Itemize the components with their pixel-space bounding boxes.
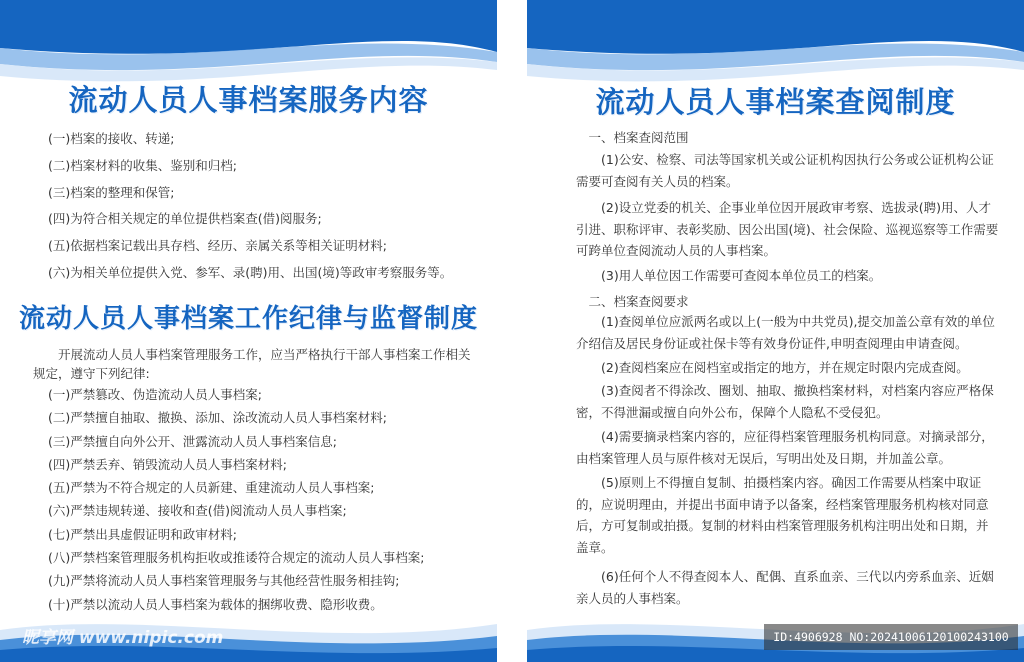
list-item: (九)严禁将流动人员人事档案管理服务与其他经营性服务相挂钩; — [48, 573, 400, 589]
list-item: (十)严禁以流动人员人事档案为载体的捆绑收费、隐形收费。 — [48, 596, 383, 612]
list-item: (六)严禁违规转递、接收和查(借)阅流动人员人事档案; — [48, 503, 347, 519]
list-item: (一)档案的接收、转递; — [48, 131, 175, 146]
panel-gap — [497, 0, 527, 662]
right-title-consult-system: 流动人员人事档案查阅制度 — [595, 85, 956, 119]
list-item: (四)为符合相关规定的单位提供档案查(借)阅服务; — [48, 211, 322, 227]
paragraph: (1)公安、检察、司法等国家机关或公证机构因执行公务或公证机构公证需要可查阅有关人员的档案。 — [576, 152, 994, 189]
paragraph: (6)任何个人不得查阅本人、配偶、直系血亲、三代以内旁系血亲、近姻亲人员的人事档案。 — [576, 569, 994, 606]
list-item: (八)严禁档案管理服务机构拒收或推诿符合规定的流动人员人事档案; — [48, 550, 425, 566]
discipline-intro: 开展流动人员人事档案管理服务工作，应当严格执行干部人事档案工作相关规定，遵守下列纪律: — [33, 347, 471, 381]
section-heading: 二、档案查阅要求 — [588, 294, 689, 309]
site-watermark: 昵享网 www.nipic.com — [22, 628, 224, 648]
paragraph: (5)原则上不得擅自复制、拍摄档案内容。确因工作需要从档案中取证的，应说明理由，并提出书面申请予以备案，经档案管理服务机构核对同意后，方可复制或拍摄。复制的材料由档案管理服务机构注明出处和日期，并盖章。 — [576, 475, 989, 555]
list-item: (四)严禁丢弃、销毁流动人员人事档案材料; — [48, 456, 287, 472]
paragraph: (4)需要摘录档案内容的，应征得档案管理服务机构同意。对摘录部分，由档案管理人员与原件核对无误后，写明出处及日期，并加盖公章。 — [576, 429, 994, 466]
service-content-list — [48, 126, 452, 287]
paragraph: (3)查阅者不得涂改、圈划、抽取、撤换档案材料，对档案内容应严格保密，不得泄漏或擅自向外公布，保障个人隐私不受侵犯。 — [576, 383, 994, 420]
paragraph: (2)设立党委的机关、企事业单位因开展政审考察、选拔录(聘)用、人才引进、职称评审、表彰奖励、因公出国(境)、社会保险、巡视巡察等工作需要可跨单位查阅流动人员的人事档案。 — [576, 200, 999, 258]
list-item: (二)档案材料的收集、鉴别和归档; — [48, 157, 237, 173]
top-wave-decoration — [0, 0, 497, 90]
list-item: (七)严禁出具虚假证明和政审材料; — [48, 526, 237, 542]
list-item: (五)依据档案记载出具存档、经历、亲属关系等相关证明材料; — [48, 238, 387, 254]
list-item: (三)档案的整理和保管; — [48, 184, 175, 200]
top-wave-decoration — [527, 0, 1024, 90]
paragraph: (3)用人单位因工作需要可查阅本单位员工的档案。 — [601, 268, 882, 283]
left-title-service-content: 流动人员人事档案服务内容 — [68, 83, 429, 117]
list-item: (六)为相关单位提供入党、参军、录(聘)用、出国(境)等政审考察服务等。 — [48, 264, 453, 280]
list-item: (五)严禁为不符合规定的人员新建、重建流动人员人事档案; — [48, 480, 375, 496]
list-item: (三)严禁擅自向外公开、泄露流动人员人事档案信息; — [48, 433, 337, 449]
list-item: (二)严禁擅自抽取、撤换、添加、涂改流动人员人事档案材料; — [48, 410, 387, 426]
paragraph: (1)查阅单位应派两名或以上(一般为中共党员),提交加盖公章有效的单位介绍信及居民身份证或社保卡等有效身份证件,申明查阅理由申请查阅。 — [576, 314, 995, 351]
discipline-list — [48, 383, 424, 616]
left-title-discipline: 流动人员人事档案工作纪律与监督制度 — [18, 304, 478, 334]
list-item: (一)严禁篡改、伪造流动人员人事档案; — [48, 387, 262, 402]
section-heading: 一、档案查阅范围 — [588, 130, 689, 145]
paragraph: (2)查阅档案应在阅档室或指定的地方，并在规定时限内完成查阅。 — [601, 360, 969, 375]
image-id-bar: ID:4906928 NO:20241006120100243100 — [764, 624, 1018, 650]
